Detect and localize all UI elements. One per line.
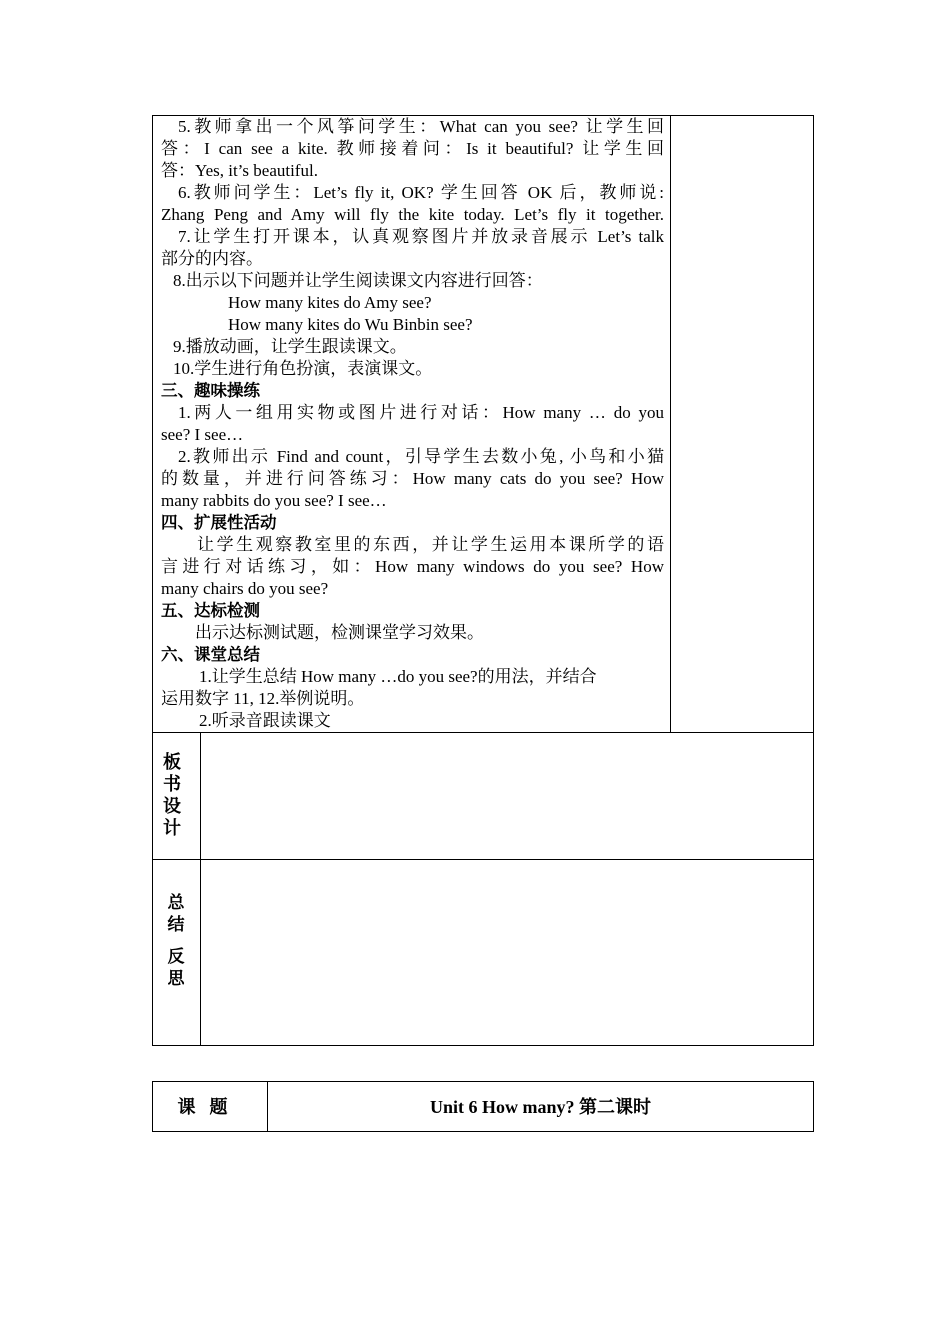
step-6-line-2: Zhang Peng and Amy will fly the kite today. Let’s fly it together. [161, 205, 664, 224]
practice-2-line-3: many rabbits do you see? I see… [161, 491, 387, 510]
section-heading-3: 三、趣味操练 [161, 381, 260, 400]
step-5-line-1: 5.教师拿出一个风筝问学生：What can you see? 让学生回 [178, 117, 664, 136]
step-5-line-3: 答：Yes, it’s beautiful. [161, 161, 318, 180]
extension-line-2: 言进行对话练习，如：How many windows do you see? How [161, 557, 664, 576]
notes-column-divider [670, 115, 671, 733]
summary-step-2: 2.听录音跟读课文 [199, 711, 331, 730]
step-5-line-2: 答：I can see a kite. 教师接着问：Is it beautiful? 让学生回 [161, 139, 664, 158]
summary-step-1-line-2: 运用数字 11, 12.举例说明。 [161, 689, 365, 708]
practice-1-line-2: see? I see… [161, 425, 244, 444]
section-heading-5: 五、达标检测 [161, 601, 260, 620]
assessment-line: 出示达标测试题，检测课堂学习效果。 [195, 623, 484, 642]
step-7-line-1: 7.让学生打开课本，认真观察图片并放录音展示 Let’s talk [178, 227, 664, 246]
extension-line-3: many chairs do you see? [161, 579, 329, 598]
step-6-line-1: 6.教师问学生：Let’s fly it, OK? 学生回答 OK 后，教师说: [178, 183, 664, 202]
practice-2-line-1: 2.教师出示 Find and count，引导学生去数小兔, 小鸟和小猫 [178, 447, 664, 466]
label-column-divider [200, 732, 201, 1046]
question-2: How many kites do Wu Binbin see? [228, 315, 473, 334]
row-divider-2 [152, 859, 814, 860]
summary-step-1-line-1: 1.让学生总结 How many …do you see?的用法，并结合 [199, 667, 597, 686]
step-8-line-1: 8.出示以下问题并让学生阅读课文内容进行回答： [173, 271, 543, 290]
step-10: 10.学生进行角色扮演，表演课文。 [173, 359, 433, 378]
section-heading-4: 四、扩展性活动 [161, 513, 277, 532]
blackboard-design-label: 板 书 设 计 [163, 752, 181, 839]
step-9: 9.播放动画，让学生跟读课文。 [173, 337, 407, 356]
practice-2-line-2: 的数量，并进行问答练习：How many cats do you see? How [161, 469, 664, 488]
section-heading-6: 六、课堂总结 [161, 645, 260, 664]
summary-reflection-label: 总 结 反 思 [167, 893, 185, 989]
topic-value: Unit 6 How many? 第二课时 [429, 1097, 651, 1117]
extension-line-1: 让学生观察教室里的东西，并让学生运用本课所学的语 [197, 535, 664, 554]
practice-1-line-1: 1.两人一组用实物或图片进行对话：How many … do you [178, 403, 664, 422]
topic-label: 课题 [177, 1097, 242, 1118]
lesson-steps [161, 116, 664, 732]
row-divider-1 [152, 732, 814, 733]
question-1: How many kites do Amy see? [228, 293, 432, 312]
step-7-line-2: 部分的内容。 [161, 249, 263, 268]
